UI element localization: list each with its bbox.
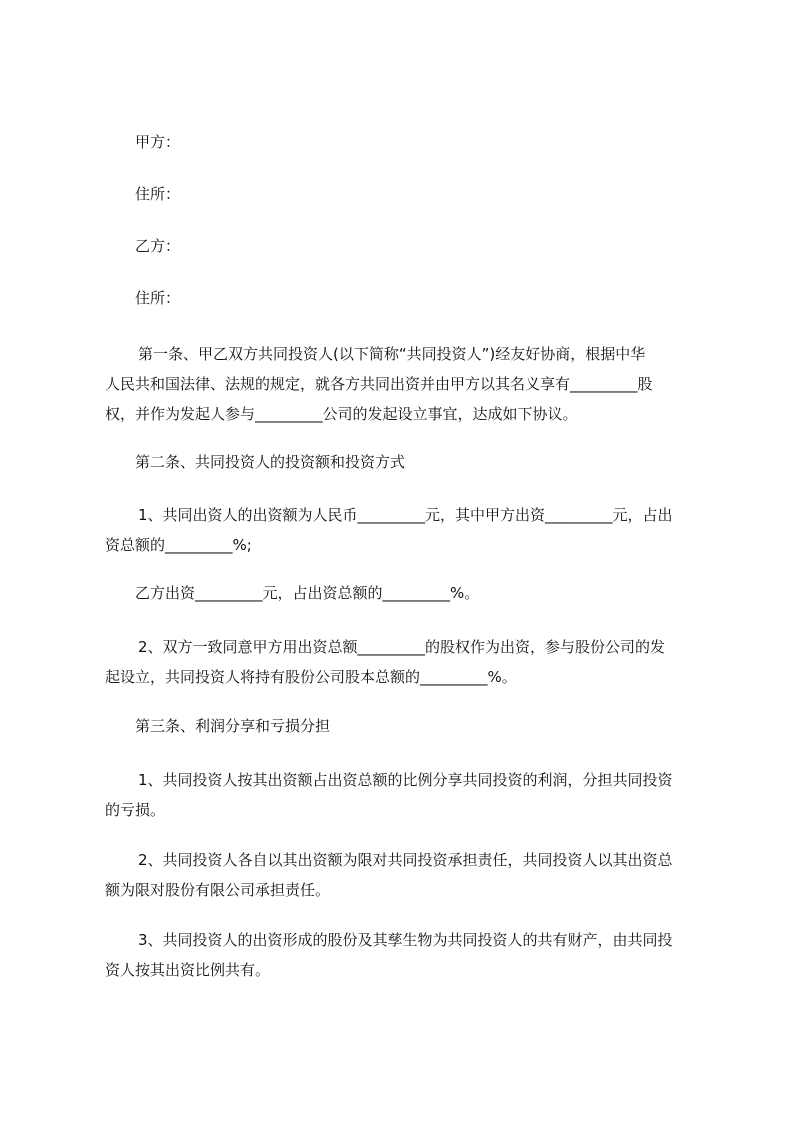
address-b-text: 住所：	[135, 289, 181, 307]
clause-3-2-line-1: 2、共同投资人各自以其出资额为限对共同投资承担责任，共同投资人以其出资总	[138, 851, 673, 869]
party-b-text: 乙方：	[135, 237, 181, 255]
clause-3-1-paragraph	[105, 765, 705, 825]
article-1-line-1: 第一条、甲乙双方共同投资人(以下简称“共同投资人”)经友好协商，根据中华	[138, 345, 646, 363]
article-3-title	[135, 711, 735, 741]
article-1-line-2: 人民共和国法律、法规的规定，就各方共同出资并由甲方以其名义享有_________股	[105, 375, 653, 393]
party-b-label	[135, 231, 735, 261]
clause-2-2-line-2: 起设立，共同投资人将持有股份公司股本总额的_________%。	[105, 668, 517, 686]
party-a-label	[135, 127, 735, 157]
clause-2-2-paragraph	[105, 632, 705, 692]
clause-2-1-line-1: 1、共同出资人的出资额为人民币_________元，其中甲方出资_________元，占出	[138, 506, 673, 524]
clause-3-1-line-2: 的亏损。	[105, 801, 166, 819]
clause-2-1-party-b	[135, 578, 735, 608]
clause-3-3-line-2: 资人按其出资比例共有。	[105, 961, 271, 979]
clause-2-2-line-1: 2、双方一致同意甲方用出资总额_________的股权作为出资，参与股份公司的发	[138, 638, 666, 656]
clause-3-3-line-1: 3、共同投资人的出资形成的股份及其孳生物为共同投资人的共有财产，由共同投	[138, 931, 673, 949]
clause-3-2-line-2: 额为限对股份有限公司承担责任。	[105, 881, 331, 899]
article-1-paragraph	[105, 339, 705, 429]
clause-2-1-party-b-text: 乙方出资_________元，占出资总额的_________%。	[135, 584, 480, 602]
clause-3-2-paragraph	[105, 845, 705, 905]
address-a-label	[135, 179, 735, 209]
clause-2-1-paragraph	[105, 500, 705, 560]
address-a-text: 住所：	[135, 185, 181, 203]
clause-2-1-line-2: 资总额的_________%;	[105, 536, 252, 554]
article-3-title-text: 第三条、利润分享和亏损分担	[135, 717, 331, 735]
party-a-text: 甲方：	[135, 133, 181, 151]
clause-3-3-paragraph	[105, 925, 705, 985]
article-2-title	[135, 447, 735, 477]
article-1-line-3: 权，并作为发起人参与_________公司的发起设立事宜，达成如下协议。	[105, 405, 578, 423]
article-2-title-text: 第二条、共同投资人的投资额和投资方式	[135, 453, 406, 471]
clause-3-1-line-1: 1、共同投资人按其出资额占出资总额的比例分享共同投资的利润，分担共同投资	[138, 771, 673, 789]
address-b-label	[135, 283, 735, 313]
